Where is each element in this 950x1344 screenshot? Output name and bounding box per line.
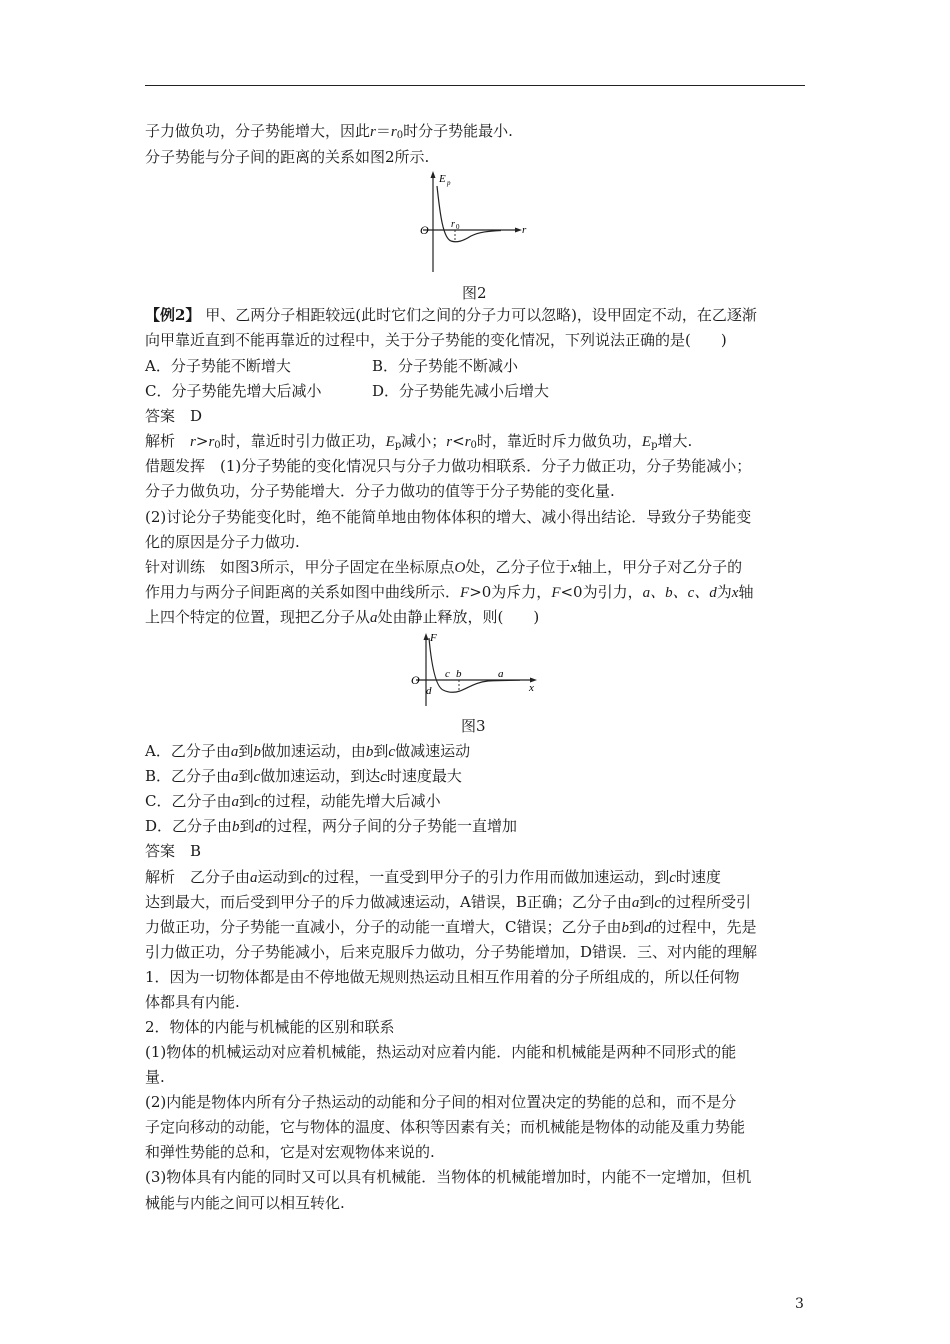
option-a: A．分子势能不断增大 (145, 357, 291, 375)
text-line: (3)物体具有内能的同时又可以具有机械能．当物体的机械能增加时，内能不一定增加，但机 (145, 1168, 752, 1186)
analysis-2: 解析 乙分子由a运动到c的过程，一直受到甲分子的引力作用而做加速运动，到c时速度 (145, 868, 721, 886)
text-line: (2)讨论分子势能变化时，绝不能简单地由物体体积的增大、减小得出结论．导致分子势能变 (145, 508, 752, 526)
text-line: 作用力与两分子间距离的关系如图中曲线所示．F>0为斥力，F<0为引力，a、b、c、d为x轴 (145, 583, 754, 601)
text-line: 1．因为一切物体都是由不停地做无规则热运动且相互作用着的分子所组成的，所以任何物 (145, 968, 740, 986)
r0-subscript: 0 (456, 223, 460, 231)
text-line: (1)物体的机械运动对应着机械能，热运动对应着内能．内能和机械能是两种不同形式的能 (145, 1043, 737, 1061)
figure-3-force-graph (408, 630, 544, 710)
answer-1: 答案 D (145, 407, 203, 425)
option-b: B．分子势能不断减小 (372, 357, 519, 375)
text-line: 分子力做负功，分子势能增大．分子力做功的值等于分子势能的变化量. (145, 482, 615, 500)
text-line: 向甲靠近直到不能再靠近的过程中，关于分子势能的变化情况，下列说法正确的是( ) (145, 331, 727, 349)
figure-2-caption: 图2 (462, 284, 487, 302)
figure-2-potential-energy-graph (405, 168, 535, 276)
point-a-label: a (498, 668, 504, 680)
option-d: D．乙分子由b到d的过程，两分子间的分子势能一直增加 (145, 817, 518, 835)
analysis-1: 解析 $r>r_0$时，靠近时引力做正功，$E_p$减小；$r<r_0$时，靠近时斥力做负功，$E_p$增大. (145, 432, 693, 451)
ep-curve (437, 186, 501, 242)
point-c-label: c (445, 668, 450, 680)
option-c: C．分子势能先增大后减小 (145, 382, 322, 400)
r-axis-label: r (522, 224, 527, 236)
force-curve (429, 638, 520, 692)
ep-axis-label: E (439, 173, 446, 185)
text-line: 子定向移动的动能，它与物体的温度、体积等因素有关；而机械能是物体的动能及重力势能 (145, 1118, 746, 1136)
ep-axis-subscript: p (447, 179, 451, 187)
x-axis-label: x (529, 682, 534, 694)
text-line: 引力做正功，分子势能减小，后来克服斥力做功，分子势能增加，D错误．三、对内能的理解 (145, 943, 758, 961)
text-line: 针对训练 如图3所示，甲分子固定在坐标原点O处，乙分子位于x轴上，甲分子对乙分子的 (145, 558, 743, 576)
text-line: 量. (145, 1068, 165, 1086)
text-line: 子力做负功，分子势能增大，因此$r=r_0$时分子势能最小. (145, 122, 513, 141)
page-number: 3 (795, 1296, 804, 1312)
text-line: 借题发挥 (1)分子势能的变化情况只与分子力做功相联系．分子力做正功，分子势能减小； (145, 457, 752, 475)
text-line: 和弹性势能的总和，它是对宏观物体来说的. (145, 1143, 435, 1161)
text-line: 械能与内能之间可以相互转化. (145, 1194, 345, 1212)
origin-label: O (411, 673, 420, 687)
point-b-label: b (456, 668, 462, 680)
option-d: D．分子势能先减小后增大 (372, 382, 550, 400)
example-2-question: 【例2】 甲、乙两分子相距较远(此时它们之间的分子力可以忽略)，设甲固定不动，在乙逐渐 (145, 306, 757, 324)
option-a: A．乙分子由a到b做加速运动，由b到c做减速运动 (145, 742, 471, 760)
text-line: 力做正功，分子势能一直减小，分子的动能一直增大，C错误；乙分子由b到d的过程中，先是 (145, 918, 757, 936)
text-line: 2．物体的内能与机械能的区别和联系 (145, 1018, 395, 1036)
text-line: 分子势能与分子间的距离的关系如图2所示. (145, 148, 430, 166)
option-b: B．乙分子由a到c做加速运动，到达c时速度最大 (145, 767, 462, 785)
f-axis-label: F (430, 632, 437, 644)
text-line: 体都具有内能. (145, 993, 240, 1011)
answer-2: 答案 B (145, 842, 202, 860)
text-line: (2)内能是物体内所有分子热运动的动能和分子间的相对位置决定的势能的总和，而不是分 (145, 1093, 737, 1111)
origin-label: O (420, 223, 429, 237)
r0-label: r (451, 219, 455, 230)
option-c: C．乙分子由a到c的过程，动能先增大后减小 (145, 792, 441, 810)
point-d-label: d (426, 685, 432, 697)
figure-3-caption: 图3 (461, 717, 486, 735)
text-line: 化的原因是分子力做功. (145, 533, 300, 551)
text-line: 达到最大，而后受到甲分子的斥力做减速运动，A错误，B正确；乙分子由a到c的过程所受引 (145, 893, 752, 911)
header-rule (145, 85, 805, 86)
text-line: 上四个特定的位置，现把乙分子从a处由静止释放，则( ) (145, 608, 540, 626)
